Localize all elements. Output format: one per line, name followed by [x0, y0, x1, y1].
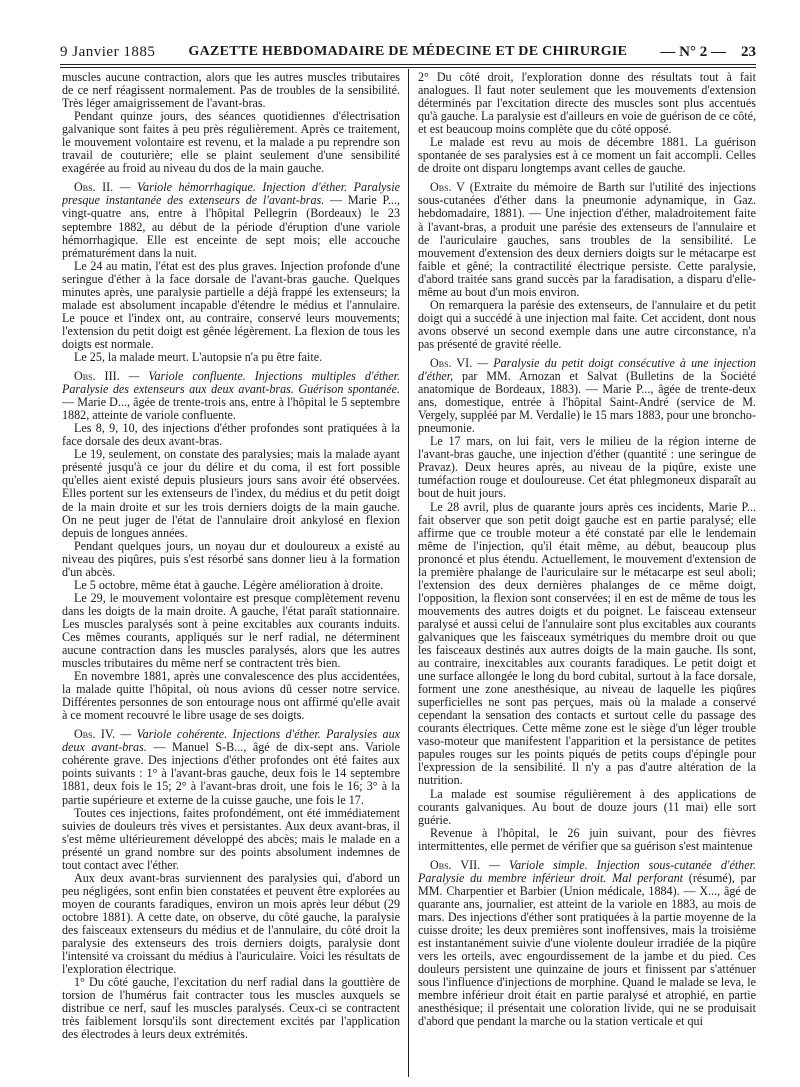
observation-paragraph [62, 181, 400, 259]
body-paragraph: Les 8, 9, 10, des injections d'éther profondes sont pratiquées à la face dorsale des deux avant-bras. [62, 421, 400, 449]
issue-label: — N° 2 — [660, 43, 726, 60]
left-column [62, 71, 400, 1077]
observation-label: Obs. VII. [430, 857, 481, 872]
body-paragraph: Le 19, seulement, on constate des paralysies; mais la malade ayant présenté jusqu'à ce jour du délire et du coma, il est fort possible qu'elles aient existé depuis plusieurs jours sans avoir été observées. Elles portent sur les extenseurs de l'index, du médius et du petit doigt de la main droite et sur les trois derniers doigts de la main gauche. On ne peut juger de l'état de l'annulaire droit ankylosé en flexion depuis de longues années. [62, 447, 400, 540]
observation-label: Obs. V [430, 180, 465, 195]
observation-text: — Manuel S-B..., âgé de dix-sept ans. Variole cohérente grave. Des injections d'éther profondes ont été faites aux points suivants : 1° à l'avant-bras gauche, deux fois le 14 septembre 1881, deux fois le 15; 2° à l'avant-bras droit, une fois le 16; 3° à la partie supérieure et externe de la cuisse gauche, une fois le 17. [62, 740, 400, 807]
observation-text: par MM. Arnozan et Salvat (Bulletins de la Société anatomique de Bordeaux, 1883). — Marie P..., âgée de trente-deux ans, domestique, entrée à l'hôpital Saint-André (service de M. Vergely, suppléé par M. Verdalle) le 15 mars 1883, pour une broncho-pneumonie. [418, 369, 756, 436]
body-paragraph: 2° Du côté droit, l'exploration donne des résultats tout à fait analogues. Il faut noter seulement que les mouvements d'extension déterminés par l'excitation directe des muscles sont plus accentués qu'à gauche. La paralysie est d'ailleurs en voie de guérison de ce côté, et est beaucoup moins complète que du côté opposé. [418, 71, 756, 137]
body-paragraph: En novembre 1881, après une convalescence des plus accidentées, la malade quitte l'hôpital, où nous avions dû cesser notre service. Différentes personnes de son entourage nous ont affirmé qu'elle avait à ce moment recouvré le libre usage de ses doigts. [62, 669, 400, 723]
observation-text: (Extraite du mémoire de Barth sur l'utilité des injections sous-cutanées d'éther dans la pneumonie adynamique, in Gaz. hebdomadaire, 1881). — Une injection d'éther, maladroitement faite à l'avant-bras, a produit une parésie des extenseurs de l'annulaire et de l'auriculaire gauches, sans troubles de la sensibilité. Le mouvement d'extension des deux derniers doigts sur le métacarpe est faible et gêné; la contractilité électrique persiste. Cette paralysie, d'abord traitée sans grand succès par la faradisation, a disparu d'elle-même au bout d'un mois environ. [418, 180, 756, 299]
page-header [60, 41, 756, 63]
body-paragraph: Pendant quelques jours, un noyau dur et douloureux a existé au niveau des piqûres, puis s'est résorbé sans donner lieu à la formation d'un abcès. [62, 538, 400, 579]
body-paragraph: Le 29, le mouvement volontaire est presque complètement revenu dans les doigts de la main droite. A gauche, l'état paraît stationnaire. Les muscles paralysés sont à peine excitables aux courants induits. Ces mêmes courants, appliqués sur le nerf radial, ne déterminent aucune contraction dans les muscles paralysés, alors que les autres muscles tributaires du même nerf se contractent très bien. [62, 590, 400, 671]
body-paragraph: Le 24 au matin, l'état est des plus graves. Injection profonde d'une seringue d'éther à la face dorsale de l'avant-bras gauche. Quelques minutes après, une paralysie partielle a déjà frappé les extenseurs; la malade est absolument incapable d'étendre le médius et l'annulaire. Le pouce et l'index ont, au contraire, conservé leurs mouvements; l'extension du petit doigt est gênée légèrement. La flexion de tous les doigts est normale. [62, 258, 400, 351]
header-rule-double [60, 67, 756, 68]
observation-paragraph [418, 181, 756, 298]
observation-title: — Paralysie du petit doigt consécutive à une injection d'éther, [418, 355, 756, 384]
column-divider [408, 69, 409, 1077]
body-paragraph: Aux deux avant-bras surviennent des paralysies qui, d'abord un peu négligées, sont enfin bien constatées et peuvent être explorées au moyen de courants faradiques, environ un mois après leur début (29 octobre 1881). A cette date, on observe, du côté gauche, la paralysie des faisceaux extenseurs du médius et de l'annulaire, du côté droit la paralysie des extenseurs des trois derniers doigts, paralysie dont l'intensité va croissant du médius à l'auriculaire. Voici les résultats de l'exploration électrique. [62, 870, 400, 977]
journal-title: GAZETTE HEBDOMADAIRE DE MÉDECINE ET DE CHIRURGIE [188, 44, 628, 59]
body-paragraph: Le 5 octobre, même état à gauche. Légère amélioration à droite. [74, 577, 384, 592]
right-column [418, 71, 756, 1077]
body-paragraph: Pendant quinze jours, des séances quotidiennes d'électrisation galvanique sont faites à peu près régulièrement. Après ce traitement, le mouvement volontaire est revenu, et la malade a pu reprendre son travail de couturière; elle se plaint seulement d'une sensibilité exagérée au froid au niveau du dos de la main gauche. [62, 109, 400, 176]
observation-text: — Marie P..., vingt-quatre ans, entre à l'hôpital Pellegrin (Bordeaux) le 23 septembre 1882, au début de la période d'éruption d'une variole hémorrhagique. Elle est enceinte de sept mois; elle accouche prématurément dans la nuit. [62, 193, 400, 260]
body-paragraph: Revenue à l'hôpital, le 26 juin suivant, pour des fièvres intermittentes, elle permet de vérifier que sa guérison s'est maintenue [418, 825, 756, 853]
observation-title: — Variole confluente. Injections multiples d'éther. Paralysie des extenseurs aux deux avant-bras. Guérison spontanée. [62, 369, 400, 397]
observation-label: Obs. III. [74, 369, 120, 384]
observation-label: Obs. VI. [430, 355, 473, 370]
observation-paragraph [62, 370, 400, 422]
body-paragraph: Le malade est revu au mois de décembre 1881. La guérison spontanée de ses paralysies est à ce moment un fait accompli. Celles de droite ont disparu longtemps avant celles de gauche. [418, 135, 756, 176]
observation-paragraph [418, 357, 756, 435]
body-paragraph: muscles aucune contraction, alors que les autres muscles tributaires de ce nerf réagissent normalement. Pas de troubles de la sensibilité. Très léger amaigrissement de l'avant-bras. [62, 71, 400, 111]
body-paragraph: La malade est soumise régulièrement à des applications de courants galvaniques. Au bout de douze jours (11 mai) elle sort guérie. [418, 786, 756, 827]
observation-text: (résumé), par MM. Charpentier et Barbier (Union médicale, 1884). — X..., âgé de quarante ans, journalier, est atteint de la variole en 1883, au mois de mars. Des injections d'éther sont pratiquées à la partie moyenne de la cuisse droite; les deux premières sont inoffensives, mais la troisième est instantanément suivie d'une violente douleur irradiée de la piqûre vers les orteils, avec engourdissement de la jambe et du pied. Ces douleurs persistent une quinzaine de jours et finissent par s'atténuer sous l'influence d'injections de morphine. Quand le malade se leva, le membre inférieur droit était en partie paralysé et atrophié, en partie anesthésique; il présentait une coloration livide, qui ne se produisait d'abord que pendant la marche ou la station verticale et qui [418, 870, 756, 1029]
observation-text: — Marie D..., âgée de trente-trois ans, entre à l'hôpital le 5 septembre 1882, atteinte de variole confluente. [62, 395, 400, 423]
issue-date: 9 Janvier 1885 [60, 43, 156, 60]
body-paragraph: Le 25, la malade meurt. L'autopsie n'a pu être faite. [74, 349, 323, 364]
body-paragraph: Le 17 mars, on lui fait, vers le milieu de la région interne de l'avant-bras gauche, une injection d'éther (quantité : une seringue de Pravaz). Deux heures après, au niveau de la piqûre, existe une tuméfaction rouge et douloureuse. Cet état phlegmoneux disparaît au bout de huit jours. [418, 434, 756, 501]
observation-label: Obs. IV. [74, 727, 116, 742]
observation-title: — Variole cohérente. Injections d'éther. Paralysies aux deux avant-bras. [62, 727, 400, 755]
observation-paragraph [418, 859, 756, 1029]
observation-title: — Variole simple. Injection sous-cutanée d'éther. Paralysie du membre inférieur droit. Mal perforant [418, 857, 756, 885]
header-rule [60, 64, 756, 65]
body-paragraph: 1° Du côté gauche, l'excitation du nerf radial dans la gouttière de torsion de l'humérus fait contracter tous les muscles auxquels se distribue ce nerf, sauf les muscles paralysés. Ceux-ci se contractent très faiblement lorsqu'ils sont directement excités par l'application des électrodes à leurs deux extrémités. [62, 975, 400, 1042]
body-paragraph: Le 28 avril, plus de quarante jours après ces incidents, Marie P... fait observer que son petit doigt gauche est en partie paralysé; elle affirme que ce trouble moteur a été constaté par elle le lendemain même de l'injection, qu'il était même, au début, beaucoup plus prononcé et plus étendu. Actuellement, le mouvement d'extension de la première phalange de l'auriculaire sur le métacarpe est seul aboli; l'extension des deux dernières phalanges de ce même doigt, l'opposition, la flexion sont conservées; il en est de même de tous les mouvements des autres doigts et du poignet. Le faisceau extenseur paralysé et aussi celui de l'annulaire sont plus excitables aux courants galvaniques que les faisceaux symétriques du membre droit ou que les faisceaux destinés aux autres doigts de la main gauche. Ils sont, au contraire, inexcitables aux courants faradiques. Le petit doigt et une surface allongée le long du bord cubital, surtout à la face dorsale, forment une zone anesthésique, au niveau de laquelle les piqûres superficielles ne sont pas perçues, mais où la malade a conservé cependant la sensation des contacts et surtout celle du passage des courants électriques. Cette même zone est le siège d'un léger trouble vaso-moteur que manifestent l'apparition et la persistance de petites papules rouges sur les points piqués de petits coups d'épingle pour l'expression de la sensibilité. Il n'y a pas d'autre altération de la nutrition. [418, 499, 756, 788]
body-paragraph: Toutes ces injections, faites profondément, ont été immédiatement suivies de douleurs très vives et persistantes. Aux deux avant-bras, il s'est même ultérieurement développé des abcès; mais le malade en a présenté un grand nombre sur des points absolument indemnes de tout contact avec l'éther. [62, 805, 400, 872]
body-paragraph: On remarquera la parésie des extenseurs, de l'annulaire et du petit doigt qui a succédé à une injection mal faite. Cet accident, dont nous avons observé un second exemple dans une autre circonstance, n'a pas présenté de gravité réelle. [418, 297, 756, 351]
observation-label: Obs. II. [74, 180, 114, 195]
observation-title: — Variole hémorrhagique. Injection d'éther. Paralysie presque instantanée des extenseurs de l'avant-bras. [62, 180, 400, 208]
issue-number [660, 44, 756, 61]
observation-paragraph [62, 728, 400, 806]
page-number: 23 [741, 43, 756, 60]
